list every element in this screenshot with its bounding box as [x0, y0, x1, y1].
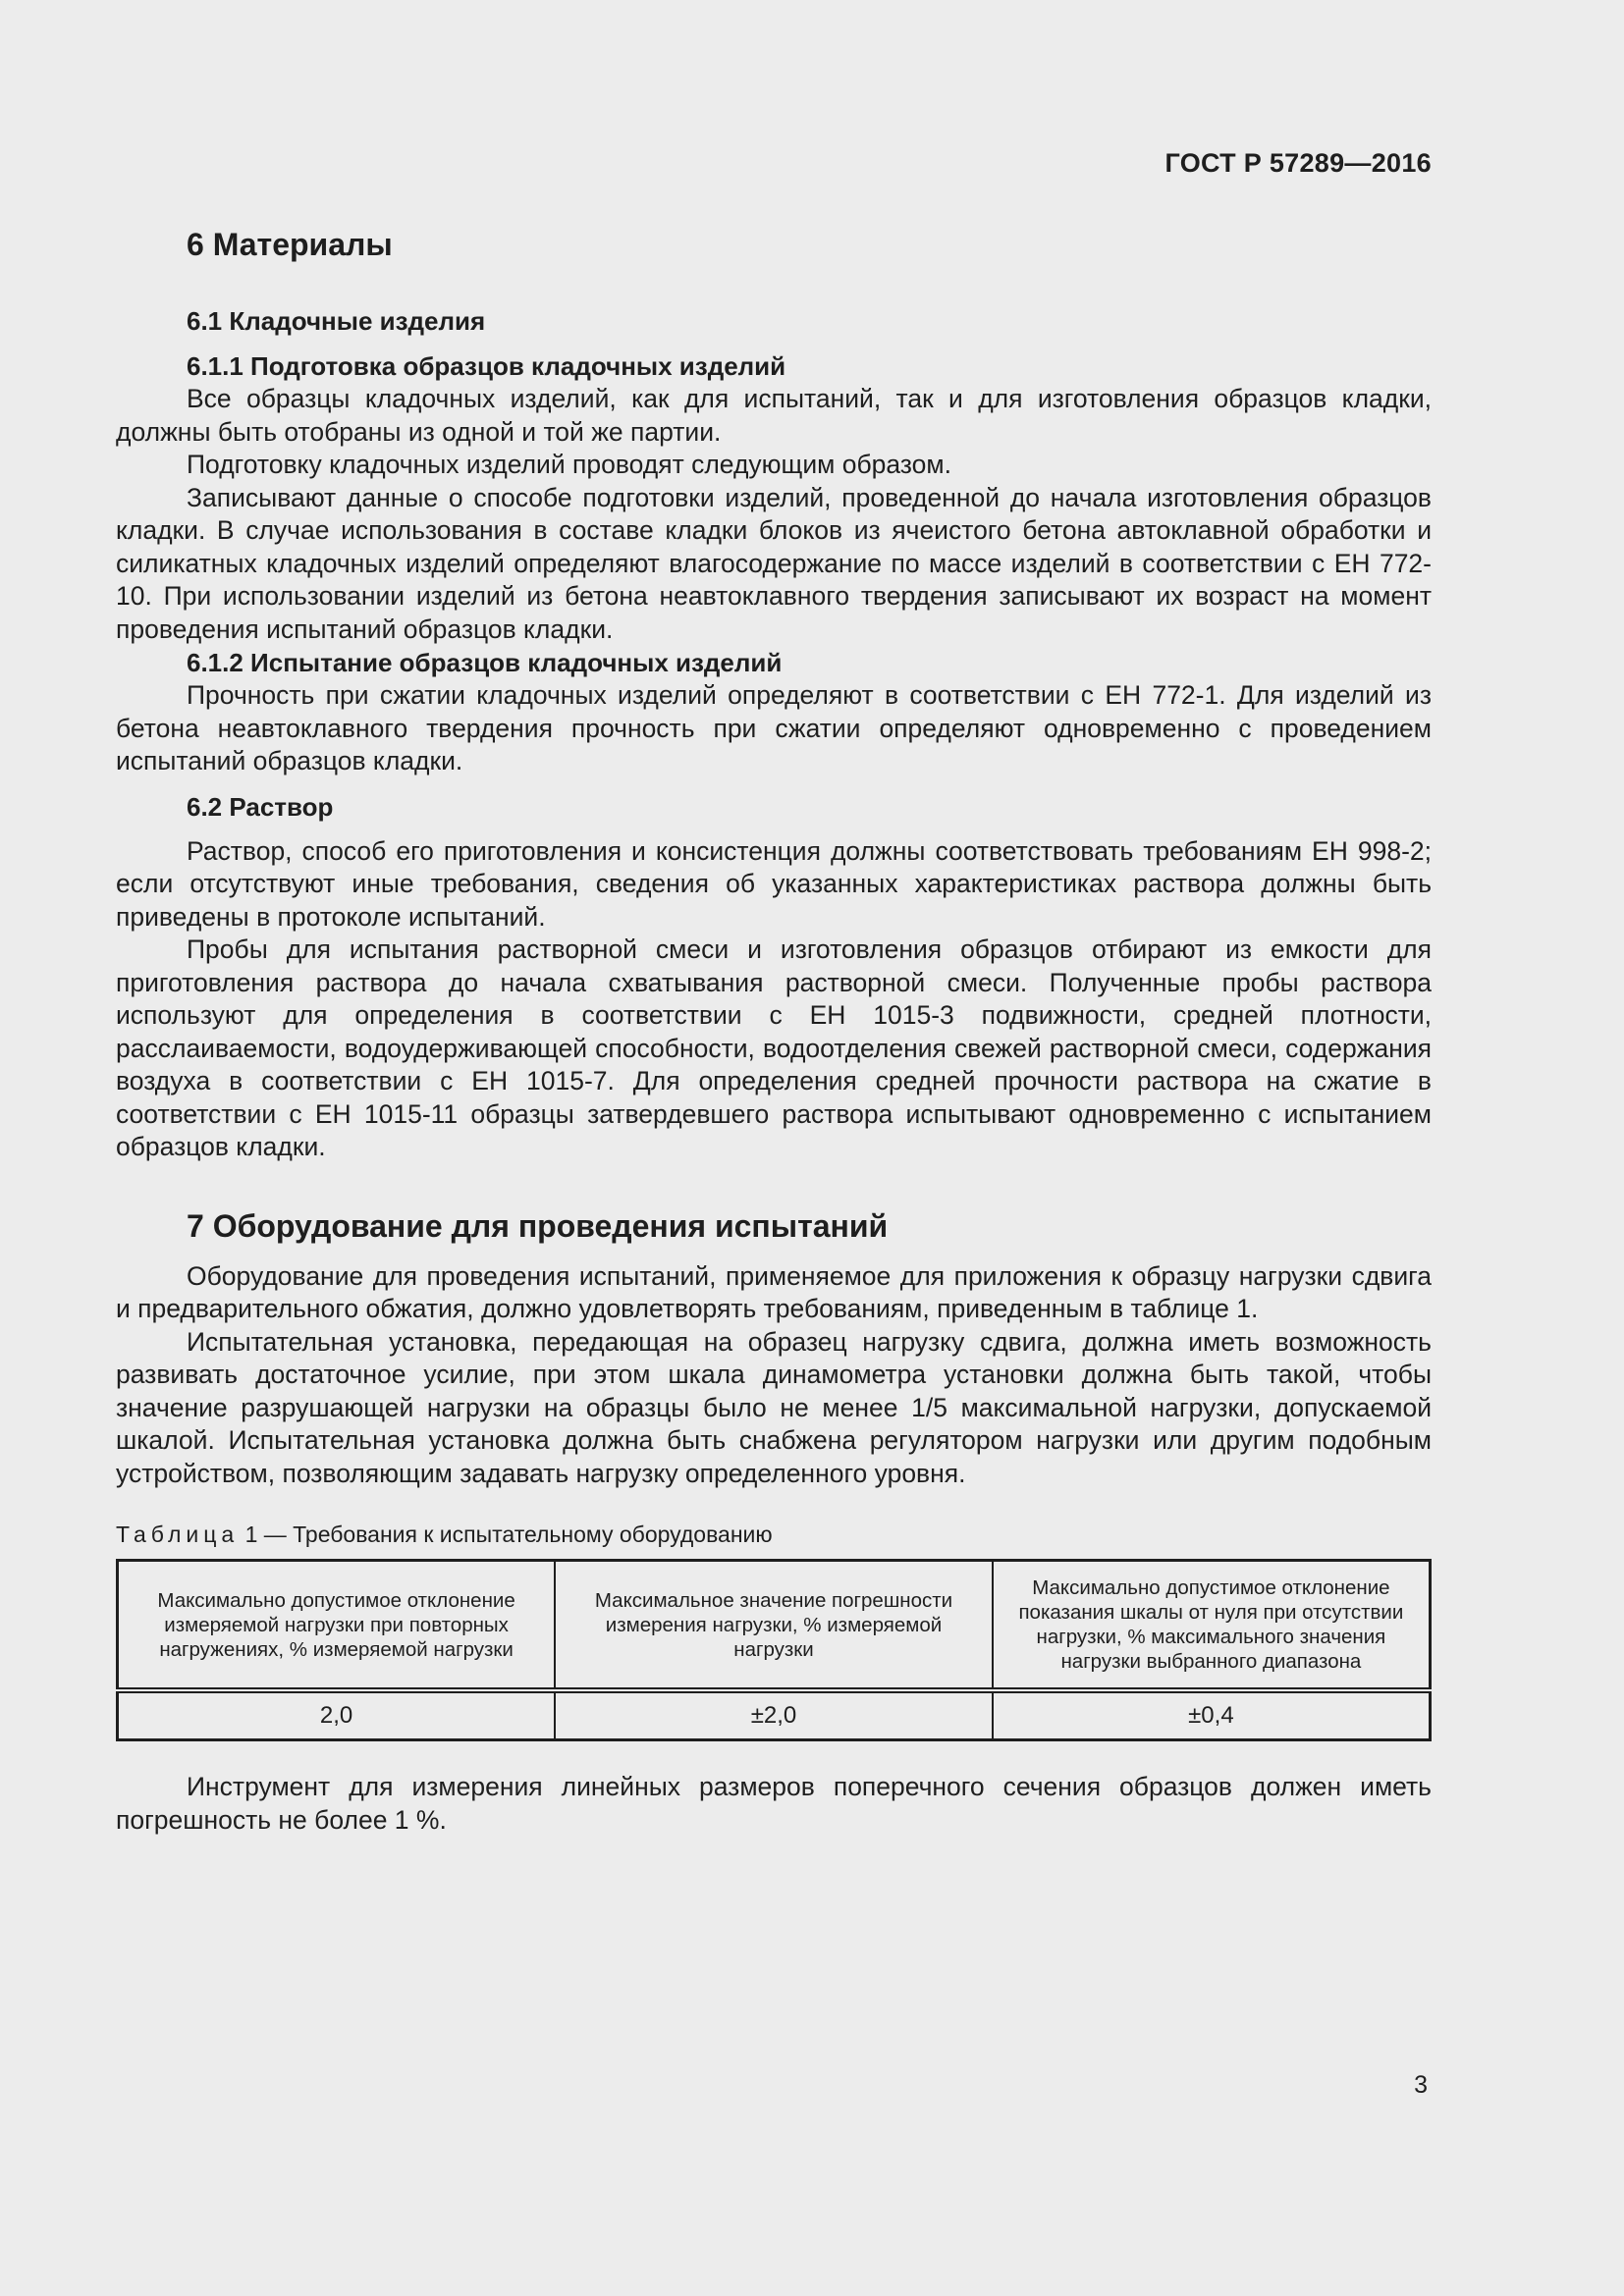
page-number: 3	[1414, 2071, 1428, 2099]
table-cell: ±0,4	[993, 1690, 1431, 1740]
paragraph: Подготовку кладочных изделий проводят следующим образом.	[187, 450, 951, 479]
section-6-1-1-title: 6.1.1 Подготовка образцов кладочных изделий	[187, 351, 786, 381]
table-caption	[116, 1520, 1432, 1549]
paragraph: Инструмент для измерения линейных размеров поперечного сечения образцов должен иметь погрешность не более 1 %.	[116, 1772, 1432, 1835]
table-caption-label: Таблица	[116, 1522, 240, 1547]
table-header-cell: Максимально допустимое отклонение измеряемой нагрузки при повторных нагружениях, % измеряемой нагрузки	[118, 1561, 556, 1691]
section-7-title: 7 Оборудование для проведения испытаний	[187, 1207, 889, 1244]
paragraph: Все образцы кладочных изделий, как для испытаний, так и для изготовления образцов кладки, должны быть отобраны из одной и той же партии.	[116, 384, 1432, 447]
table-header-cell: Максимально допустимое отклонение показания шкалы от нуля при отсутствии нагрузки, % максимального значения нагрузки выбранного диапазона	[993, 1561, 1431, 1691]
table-row	[118, 1690, 1431, 1740]
section-6-1-title: 6.1 Кладочные изделия	[187, 306, 486, 336]
table-cell: ±2,0	[555, 1690, 993, 1740]
paragraph: Прочность при сжатии кладочных изделий определяют в соответствии с ЕН 772-1. Для изделий из бетона неавтоклавного твердения прочность при сжатии определяют одновременно с проведением испытаний образцов кладки.	[116, 680, 1432, 775]
page-content	[116, 222, 1432, 1837]
table-header-row	[118, 1561, 1431, 1691]
paragraph: Испытательная установка, передающая на образец нагрузку сдвига, должна иметь возможность развивать достаточное усилие, при этом шкала динамометра установки должна быть такой, чтобы значение разрушающей нагрузки на образцы было не менее 1/5 максимальной нагрузки, допускаемой шкалой. Испытательная установка должна быть снабжена регулятором нагрузки или другим подобным устройством, позволяющим задавать нагрузку определенного уровня.	[116, 1326, 1432, 1488]
section-6-2-title: 6.2 Раствор	[187, 791, 334, 822]
document-header: ГОСТ Р 57289—2016	[1164, 148, 1432, 178]
section-6-title: 6 Материалы	[187, 227, 393, 262]
table-header-cell: Максимальное значение погрешности измерения нагрузки, % измеряемой нагрузки	[555, 1561, 993, 1691]
paragraph: Записывают данные о способе подготовки изделий, проведенной до начала изготовления образцов кладки. В случае использования в составе кладки блоков из ячеистого бетона автоклавной обработки и силикатных кладочных изделий определяют влагосодержание по массе изделий в соответствии с ЕН 772-10. При использовании изделий из бетона неавтоклавного твердения записывают их возраст на момент проведения испытаний образцов кладки.	[116, 482, 1432, 644]
paragraph: Раствор, способ его приготовления и консистенция должны соответствовать требованиям ЕН 998-2; если отсутствуют иные требования, сведения об указанных характеристиках раствора должны быть приведены в протоколе испытаний.	[116, 835, 1432, 932]
paragraph: Оборудование для проведения испытаний, применяемое для приложения к образцу нагрузки сдвига и предварительного обжатия, должно удовлетворять требованиям, приведенным в таблице 1.	[116, 1260, 1432, 1323]
requirements-table	[116, 1559, 1432, 1741]
table-cell: 2,0	[118, 1690, 556, 1740]
section-6-1-2-title: 6.1.2 Испытание образцов кладочных изделий	[187, 648, 783, 677]
paragraph: Пробы для испытания растворной смеси и изготовления образцов отбирают из емкости для приготовления раствора до начала схватывания растворной смеси. Полученные пробы раствора используют для определения в соответствии с ЕН 1015-3 подвижности, средней плотности, расслаиваемости, водоудерживающей способности, водоотделения свежей растворной смеси, содержания воздуха в соответствии с ЕН 1015-7. Для определения средней прочности раствора на сжатие в соответствии с ЕН 1015-11 образцы затвердевшего раствора испытывают одновременно с испытанием образцов кладки.	[116, 934, 1432, 1161]
table-caption-text: 1 — Требования к испытательному оборудованию	[239, 1522, 773, 1547]
